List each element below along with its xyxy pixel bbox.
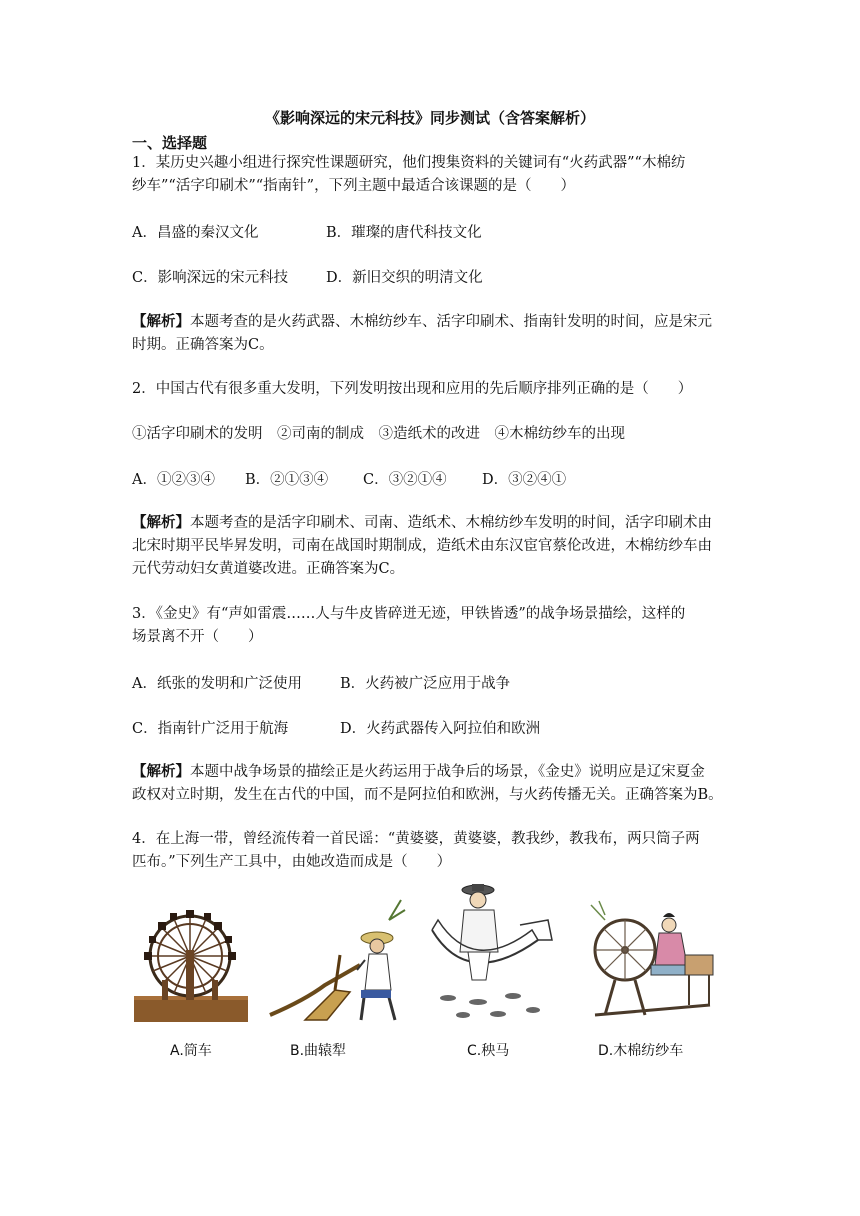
figure-caption-a: A.筒车 <box>170 1043 212 1059</box>
analysis-tag: 【解析】 <box>132 763 190 780</box>
analysis-text: 本题考查的是火药武器、木棉纺纱车、活字印刷术、指南针发明的时间，应是宋元 <box>190 314 712 330</box>
q2-analysis-line2: 北宋时期平民毕昇发明，司南在战国时期制成，造纸术由东汉宦官蔡伦改进，木棉纺纱车由 <box>132 538 712 554</box>
analysis-tag: 【解析】 <box>132 514 190 531</box>
q1-option-c: C．影响深远的宋元科技 <box>132 270 289 286</box>
q2-option-a: A．①②③④ <box>132 472 215 488</box>
q2-analysis-line1 <box>132 512 712 534</box>
q2-stem: 2．中国古代有很多重大发明，下列发明按出现和应用的先后顺序排列正确的是（ ） <box>132 381 693 397</box>
q2-items: ①活字印刷术的发明 ②司南的制成 ③造纸术的改进 ④木棉纺纱车的出现 <box>132 426 625 442</box>
spinning-wheel-image <box>585 895 717 1030</box>
analysis-text: 本题考查的是活字印刷术、司南、造纸术、木棉纺纱车发明的时间，活字印刷术由 <box>190 515 712 531</box>
curved-plough-image <box>265 880 410 1030</box>
q2-option-b: B．②①③④ <box>245 472 329 488</box>
q3-analysis-line1 <box>132 761 705 783</box>
q1-analysis-line2: 时期。正确答案为C。 <box>132 337 274 353</box>
seedling-horse-image <box>428 880 558 1030</box>
q2-analysis-line3: 元代劳动妇女黄道婆改进。正确答案为C。 <box>132 561 405 577</box>
q3-stem-line2: 场景离不开（ ） <box>132 629 263 645</box>
q4-stem-line2: 匹布。”下列生产工具中，由她改造而成是（ ） <box>132 854 452 870</box>
q2-option-d: D．③②④① <box>482 472 567 488</box>
analysis-text: 本题中战争场景的描绘正是火药运用于战争后的场景，《金史》说明应是辽宋夏金 <box>190 764 705 780</box>
figure-caption-d: D.木棉纺纱车 <box>598 1043 684 1059</box>
q1-stem-line1: 1．某历史兴趣小组进行探究性课题研究，他们搜集资料的关键词有“火药武器”“木棉纺 <box>132 155 686 171</box>
water-wheel-image <box>132 900 250 1024</box>
q3-stem-line1: 3．《金史》有“声如雷震……人与牛皮皆碎迸无迹，甲铁皆透”的战争场景描绘，这样的 <box>132 606 686 622</box>
q3-option-c: C．指南针广泛用于航海 <box>132 721 289 737</box>
q1-option-d: D．新旧交织的明清文化 <box>326 270 483 286</box>
figure-caption-b: B.曲辕犁 <box>290 1043 347 1059</box>
q3-analysis-line2: 政权对立时期，发生在古代的中国，而不是阿拉伯和欧洲，与火药传播无关。正确答案为B。 <box>132 787 723 803</box>
q1-option-b: B．璀璨的唐代科技文化 <box>326 225 482 241</box>
q3-option-d: D．火药武器传入阿拉伯和欧洲 <box>340 721 541 737</box>
document-title: 《影响深远的宋元科技》同步测试（含答案解析） <box>264 109 595 127</box>
q1-stem-line2: 纱车”“活字印刷术”“指南针”，下列主题中最适合该课题的是（ ） <box>132 178 576 194</box>
analysis-tag: 【解析】 <box>132 313 190 330</box>
figure-caption-c: C.秧马 <box>467 1043 510 1059</box>
q1-option-a: A．昌盛的秦汉文化 <box>132 225 259 241</box>
q3-option-b: B．火药被广泛应用于战争 <box>340 676 511 692</box>
section-heading: 一、选择题 <box>132 134 208 152</box>
q2-option-c: C．③②①④ <box>363 472 447 488</box>
q1-analysis-line1 <box>132 311 712 333</box>
q4-stem-line1: 4．在上海一带，曾经流传着一首民谣：“黄婆婆，黄婆婆，教我纱，教我布，两只筒子两 <box>132 831 700 847</box>
q3-option-a: A．纸张的发明和广泛使用 <box>132 676 302 692</box>
